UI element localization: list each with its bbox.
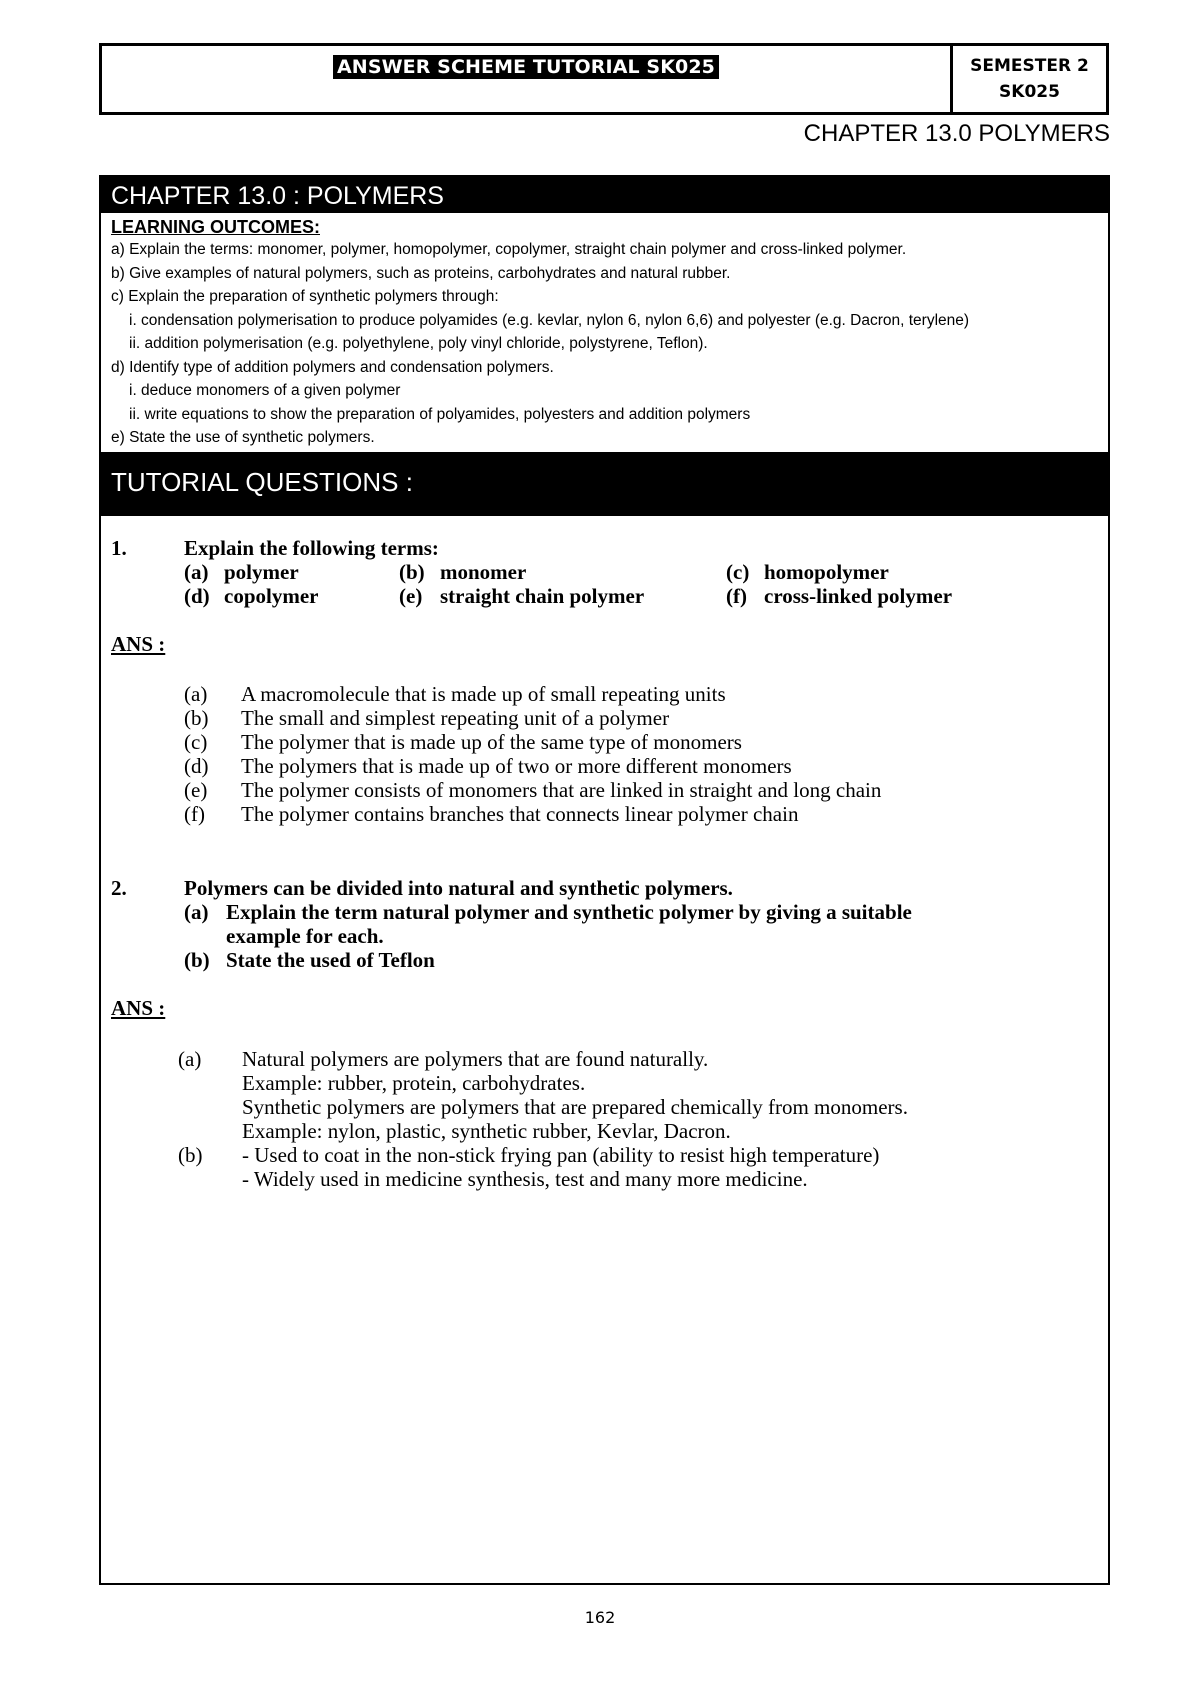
chapter-label: CHAPTER 13.0 POLYMERS: [803, 120, 1110, 147]
term-label: (a): [184, 560, 209, 584]
answer-label: ANS :: [111, 632, 166, 656]
answer-item-label: (c): [184, 730, 208, 754]
part-label: (b): [184, 948, 210, 972]
answer-item-label: (a): [178, 1047, 202, 1071]
semester-label: SEMESTER 2: [970, 56, 1089, 76]
section-title-bar: CHAPTER 13.0 : POLYMERS: [101, 177, 1108, 213]
learning-outcome-item: d) Identify type of addition polymers and condensation polymers.: [111, 358, 554, 376]
answer-line: Example: rubber, protein, carbohydrates.: [242, 1071, 586, 1095]
question-number: 2.: [111, 876, 127, 900]
page-number: 162: [584, 1608, 616, 1627]
answer-item-label: (a): [184, 682, 208, 706]
answer-item-text: The polymer that is made up of the same type of monomers: [241, 730, 742, 754]
term-text: cross-linked polymer: [764, 584, 953, 608]
term-label: (d): [184, 584, 210, 608]
answer-item-label: (d): [184, 754, 209, 778]
part-text: Explain the term natural polymer and synthetic polymer by giving a suitable: [226, 900, 912, 924]
answer-line: Example: nylon, plastic, synthetic rubber, Kevlar, Dacron.: [242, 1119, 731, 1143]
answer-item-text: The polymer consists of monomers that are linked in straight and long chain: [241, 778, 882, 802]
answer-item-text: The polymer contains branches that connects linear polymer chain: [241, 802, 799, 826]
answer-line: Synthetic polymers are polymers that are prepared chemically from monomers.: [242, 1095, 908, 1119]
term-text: homopolymer: [764, 560, 889, 584]
term-label: (f): [726, 584, 747, 608]
term-text: copolymer: [224, 584, 319, 608]
answer-item-label: (b): [184, 706, 209, 730]
answer-line: - Widely used in medicine synthesis, test and many more medicine.: [242, 1167, 808, 1191]
answer-item-label: (e): [184, 778, 208, 802]
term-label: (b): [399, 560, 425, 584]
learning-outcome-item: a) Explain the terms: monomer, polymer, homopolymer, copolymer, straight chain polymer and cross-linked polymer.: [111, 241, 907, 258]
learning-outcome-subitem: i. deduce monomers of a given polymer: [129, 382, 401, 399]
tutorial-title-bar: TUTORIAL QUESTIONS :: [101, 452, 1108, 516]
answer-line: - Used to coat in the non-stick frying pan (ability to resist high temperature): [242, 1143, 880, 1167]
header-semester-cell: [953, 46, 1106, 112]
answer-item-text: The small and simplest repeating unit of a polymer: [241, 706, 670, 730]
part-label: (a): [184, 900, 209, 924]
part-text: example for each.: [226, 924, 384, 948]
header-title-cell: [102, 46, 953, 112]
question-stem: Explain the following terms:: [184, 536, 439, 560]
term-label: (c): [726, 560, 750, 584]
term-label: (e): [399, 584, 423, 608]
term-text: polymer: [224, 560, 299, 584]
answer-item-text: The polymers that is made up of two or more different monomers: [241, 754, 792, 778]
part-text: State the used of Teflon: [226, 948, 435, 972]
course-code: SK025: [999, 82, 1060, 102]
term-text: monomer: [440, 560, 527, 584]
answer-line: Natural polymers are polymers that are found naturally.: [242, 1047, 709, 1071]
term-text: straight chain polymer: [440, 584, 645, 608]
learning-outcome-item: c) Explain the preparation of synthetic polymers through:: [111, 288, 499, 305]
answer-label: ANS :: [111, 996, 166, 1020]
learning-outcome-subitem: i. condensation polymerisation to produce polyamides (e.g. kevlar, nylon 6, nylon 6,6) and polyester (e.g. Dacron, terylene): [129, 311, 970, 329]
learning-outcomes-heading: LEARNING OUTCOMES:: [111, 217, 320, 237]
header-title: ANSWER SCHEME TUTORIAL SK025: [333, 55, 719, 79]
question-stem: Polymers can be divided into natural and synthetic polymers.: [184, 876, 733, 900]
learning-outcome-item: b) Give examples of natural polymers, such as proteins, carbohydrates and natural rubber.: [111, 264, 731, 282]
answer-item-label: (b): [178, 1143, 203, 1167]
question-number: 1.: [111, 536, 127, 560]
learning-outcome-subitem: ii. addition polymerisation (e.g. polyethylene, poly vinyl chloride, polystyrene, Teflon).: [129, 335, 708, 352]
answer-item-label: (f): [184, 802, 205, 826]
learning-outcome-item: e) State the use of synthetic polymers.: [111, 429, 375, 446]
learning-outcome-subitem: ii. write equations to show the preparation of polyamides, polyesters and addition polymers: [129, 405, 751, 423]
answer-item-text: A macromolecule that is made up of small repeating units: [241, 682, 726, 706]
header-box: [99, 43, 1109, 115]
learning-outcomes: [101, 213, 1108, 452]
